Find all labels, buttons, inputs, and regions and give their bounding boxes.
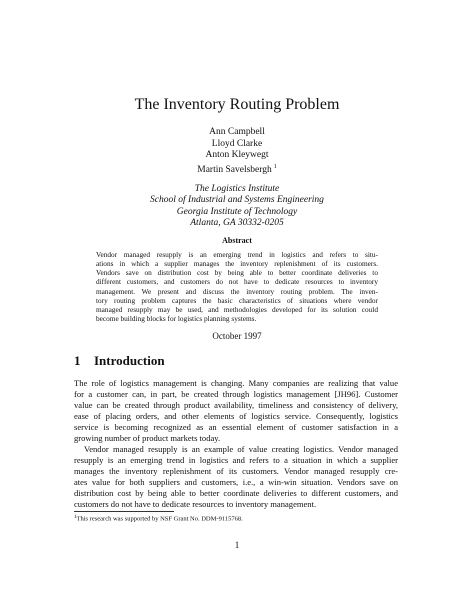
footnote-divider — [74, 511, 174, 512]
section-body — [74, 378, 398, 510]
body-line: resupply is an emerging trend in logistics and refers to a situation in which a supplier — [74, 455, 398, 465]
affiliation-line: Georgia Institute of Technology — [176, 206, 298, 217]
abstract-line: become building blocks for logistics planning systems. — [96, 314, 257, 324]
affiliation-line: School of Industrial and Systems Engineering — [150, 195, 324, 206]
body-line: manages the inventory replenishment of its customers. Vendor managed resupply cre- — [74, 466, 398, 476]
abstract-line: Vendors save on distribution cost by being able to better coordinate deliveries to — [96, 268, 378, 278]
body-line: for a customer can, in part, be created through logistics management [JH96]. Customer — [74, 389, 398, 399]
page-number: 1 — [234, 540, 240, 550]
footnote-text: This research was supported by NSF Grant No. DDM-9115768. — [76, 515, 243, 523]
body-line: The role of logistics management is changing. Many companies are realizing that value — [74, 378, 398, 388]
abstract-line: different customers, and customers do not have to dedicate resources to inventory — [96, 277, 378, 287]
body-line: Vendor managed resupply is an example of value creating logistics. Vendor managed — [84, 444, 398, 454]
footnote-number: 1 — [74, 515, 77, 520]
section-heading — [74, 353, 165, 369]
body-line: distribution cost by being able to better coordinate deliveries to different customers, and — [74, 488, 398, 498]
body-line: ease of placing orders, and other elements of logistics service. Consequently, logistics — [74, 411, 398, 421]
abstract-body — [96, 250, 378, 323]
author-list — [0, 127, 474, 176]
author-name: Martin Savelsbergh — [197, 164, 272, 175]
abstract-line: managed resupply may be used, and methodologies developed for its solution could — [96, 304, 378, 314]
author-name-with-footnote — [0, 162, 474, 177]
abstract-line: Vendor managed resupply is an emerging trend in logistics and refers to situ- — [96, 250, 378, 259]
body-line: service is becoming recognized as an essential element of customer satisfaction in a — [74, 422, 398, 432]
affiliation-line: Atlanta, GA 30332-0205 — [190, 218, 284, 229]
abstract-heading: Abstract — [222, 236, 252, 245]
section-number: 1 — [74, 353, 81, 368]
body-line: value can be created through product availability, timeliness and consistency of delivery, — [74, 400, 398, 410]
abstract-line: ations in which a supplier manages the inventory replenishment of its customers. — [96, 259, 378, 269]
body-line: ates value for both suppliers and customers, i.e., a win-win situation. Vendors save on — [74, 477, 398, 487]
author-name: Lloyd Clarke — [211, 138, 263, 149]
body-line: customers do not have to dedicate resources to inventory management. — [74, 499, 317, 509]
section-title: Introduction — [94, 353, 165, 368]
paper-title: The Inventory Routing Problem — [134, 96, 340, 113]
footnote-marker[interactable]: 1 — [273, 163, 277, 170]
author-name: Ann Campbell — [209, 127, 265, 137]
abstract-line: tory routing problem captures the basic characteristics of situations where vendor — [96, 295, 378, 305]
affiliation-block — [0, 184, 474, 230]
body-line: growing number of product markets today. — [74, 433, 221, 443]
publication-date: October 1997 — [212, 331, 262, 341]
abstract-line: management. We present and discuss the inventory routing problem. The inven- — [96, 286, 378, 296]
footnote — [74, 514, 243, 524]
affiliation-line: The Logistics Institute — [194, 184, 280, 194]
author-name: Anton Kleywegt — [205, 150, 269, 161]
